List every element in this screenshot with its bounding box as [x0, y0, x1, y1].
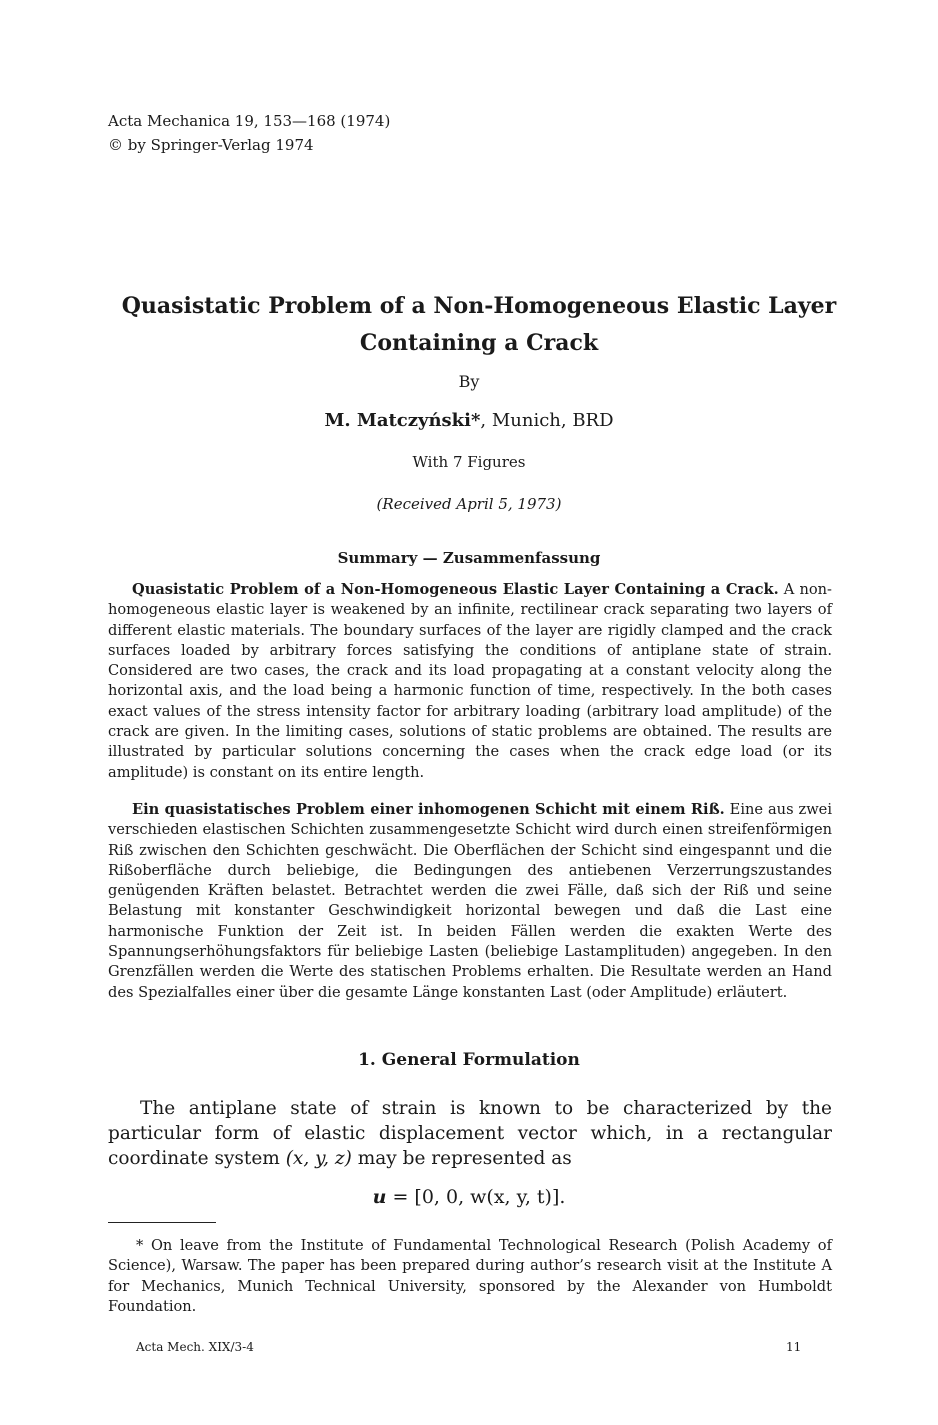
abstract-german-text: Eine aus zwei verschieden elastischen Schichten zusammengesetzte Schicht wird durch einen streifenförmigen Riß zwischen den Schichten geschwächt. Die Oberflächen der Schicht sind eingespannt und die Rißoberfläche durch beliebige, die Bedingungen des antiebenen Verzerrungszustandes genügenden Kräften belastet. Betrachtet werden die zwei Fälle, daß sich der Riß und seine Belastung mit konstanter Geschwindigkeit horizontal bewegen und daß die Last eine harmonische Funktion der Zeit ist. In beiden Fällen werden die exakten Werte des Spannungserhöhungsfaktors für beliebige Lasten (beliebige Lastamplituden) angegeben. In den Grenzfällen werden die Werte des statischen Problems erhalten. Die Resultate werden an Hand des Spezialfalles einer über die gesamte Länge konstanten Last (oder Amplitude) erläutert. [108, 801, 832, 1001]
journal-header [108, 109, 390, 157]
summary-heading: Summary — Zusammenfassung [337, 549, 601, 567]
equation-rhs: = [0, 0, w(x, y, t)]. [386, 1186, 566, 1208]
title-line-2: Containing a Crack [359, 330, 599, 356]
coordinate-system: (x, y, z) [285, 1148, 352, 1169]
abstract-german-lead: Ein quasistatisches Problem einer inhomogenen Schicht mit einem Riß. [132, 801, 725, 818]
abstract-english-lead: Quasistatic Problem of a Non-Homogeneous Elastic Layer Containing a Crack. [132, 581, 779, 598]
abstract-english-text: A non-homogeneous elastic layer is weakened by an infinite, rectilinear crack separating two layers of different elastic materials. The boundary surfaces of the layer are rigidly clamped and the crack surfaces loaded by arbitrary forces satisfying the conditions of antiplane state of strain. Considered are two cases, the crack and its load propagating at a constant velocity along the horizontal axis, and the load being a harmonic function of time, respectively. In the both cases exact values of the stress intensity factor for arbitrary loading (arbitrary load amplitude) of the crack are given. In the limiting cases, solutions of static problems are obtained. The results are illustrated by particular solutions concerning the cases when the crack edge load (or its amplitude) is constant on its entire length. [108, 581, 832, 781]
displacement-equation [0, 1186, 938, 1208]
abstract-german [108, 800, 832, 1003]
title-line-1: Quasistatic Problem of a Non-Homogeneous Elastic Layer [121, 293, 837, 319]
section-heading: 1. General Formulation [358, 1050, 580, 1070]
received-date: (Received April 5, 1973) [376, 495, 562, 513]
page-number: 11 [786, 1340, 802, 1354]
by-line: By [458, 372, 480, 391]
equation-lhs: u [372, 1186, 387, 1208]
author-line [0, 410, 938, 431]
footer-journal-ref: Acta Mech. XIX/3-4 [136, 1340, 254, 1354]
author-name: M. Matczyński* [324, 410, 481, 431]
body-text-a: The antiplane state of strain is known to be characterized by the particular form of elastic displacement vector which, in a rectangular coordinate system [108, 1098, 832, 1169]
figure-count: With 7 Figures [412, 453, 526, 471]
paper-title [90, 288, 868, 362]
body-paragraph [108, 1096, 832, 1171]
footnote: * On leave from the Institute of Fundamental Technological Research (Polish Academy of Science), Warsaw. The paper has been prepared during author’s research visit at the Institute A for Mechanics, Munich Technical University, sponsored by the Alexander von Humboldt Foundation. [108, 1237, 832, 1315]
footnote-divider [108, 1222, 216, 1223]
abstract-english [108, 580, 832, 783]
author-affiliation: , Munich, BRD [480, 410, 614, 431]
copyright-notice: © by Springer-Verlag 1974 [108, 136, 314, 154]
journal-citation: Acta Mechanica 19, 153—168 (1974) [108, 112, 391, 130]
body-text-b: may be represented as [351, 1148, 572, 1169]
